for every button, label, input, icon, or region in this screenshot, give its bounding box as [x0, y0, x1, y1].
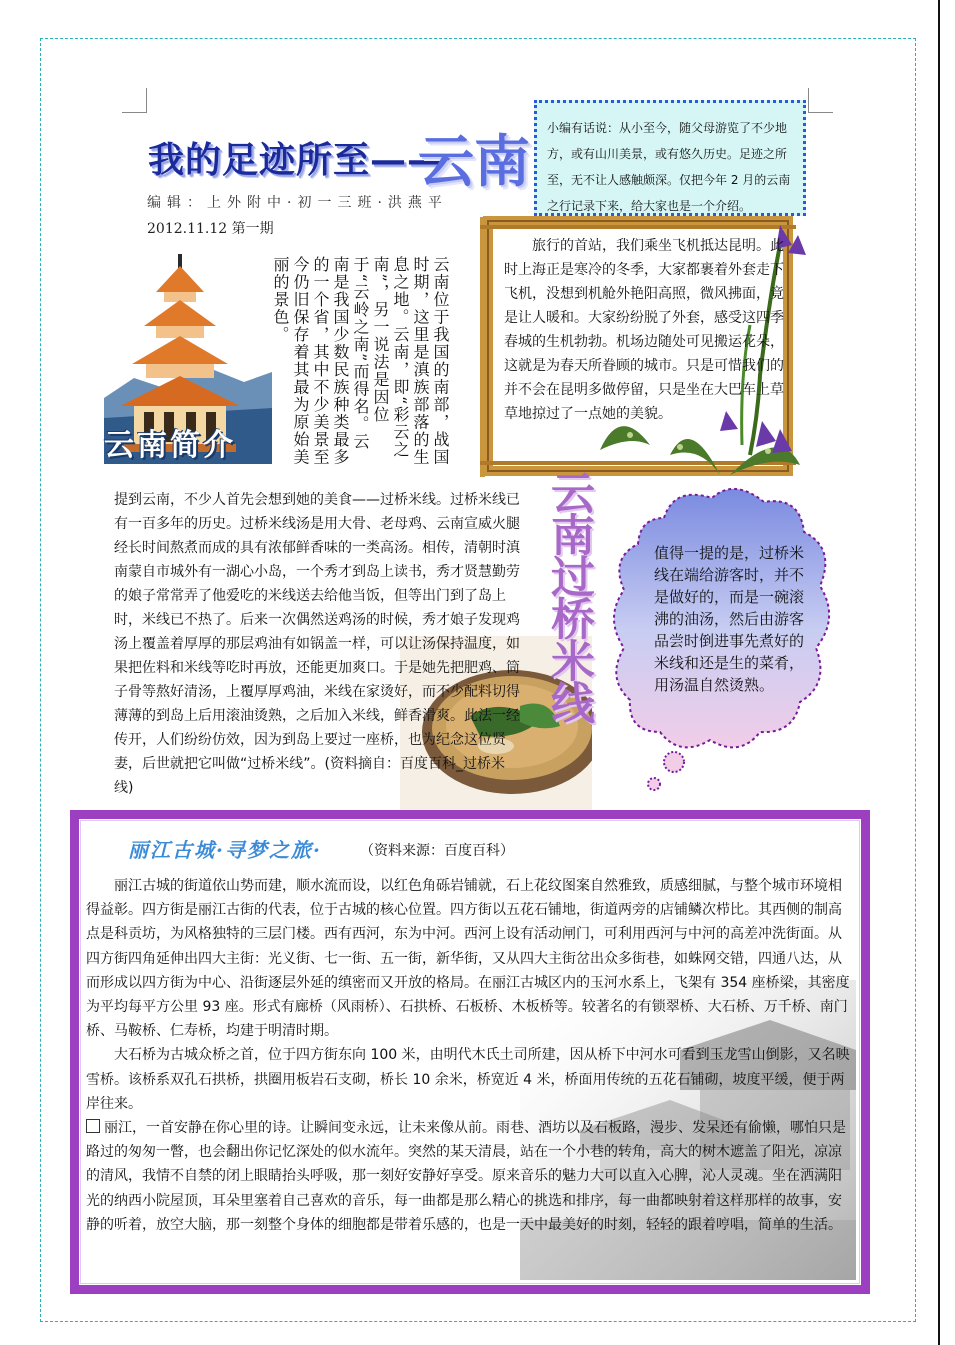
lijiang-paragraph-2: 大石桥为古城众桥之首，位于四方街东向 100 米，由明代木氏土司所建，因从桥下中河水可看到玉龙雪山倒影，又名映雪桥。该桥系双孔石拱桥，拱圈用板岩石支砌，桥长 10 余米，桥宽近 4 米，桥面用传统的五花石铺砌，坡度平缓，便于两岸往来。 — [86, 1047, 850, 1112]
editor-note-text: 小编有话说：从小至今，随父母游览了不少地方，或有山川美景，或有悠久历史。足迹之所至，无不让人感触颇深。仅把今年 2 月的云南之行记录下来，给大家也是一个介绍。 — [547, 121, 791, 213]
intro-vertical-text: 云南位于我国的南部，战国时期，这里是滇族部落的生息之地。云南，即“彩云之南”，另一说法是因位于“云岭之南”而得名。云南是我国少数民族种类最多的一个省，其中不少美景至今仍旧保存着其最为原始美丽的景色。 — [271, 256, 450, 466]
lijiang-paragraph-3: 丽江，一首安静在你心里的诗。让瞬间变永远，让未来像从前。雨巷、酒坊以及石板路，漫步、发呆还有偷懒，哪怕只是路过的匆匆一瞥，也会翻出你记忆深处的似水流年。突然的某天清晨，站在一个小巷的转角，高大的树木遮盖了阳光，凉凉的清风，我情不自禁的闭上眼睛抬头呼吸，那一刻好安静好享受。原来音乐的魅力大可以直入心脾，沁人灵魂。坐在洒满阳光的纳西小院屋顶，耳朵里塞着自己喜欢的音乐，每一曲都是那么精心的挑选和排序，每一曲都映射着这样那样的故事，安静的听着，放空大脑，那一刻整个身体的细胞都是带着乐感的，也是一天中最美好的时刻，轻轻的跟着哼唱，简单的生活。 — [86, 1120, 846, 1233]
cloud-callout-text: 值得一提的是，过桥米线在端给游客时，并不是做好的，而是一碗滚沸的油汤，然后由游客品尝时倒进事先煮好的米线和还是生的菜肴，用汤温自然烫熟。 — [654, 544, 805, 694]
noodle-text — [114, 488, 522, 800]
editor-note-box — [534, 100, 806, 216]
lijiang-paragraph-1: 丽江古城的街道依山势而建，顺水流而设，以红色角砾岩铺就，石上花纹图案自然雅致，质感细腻，与整个城市环境相得益彰。四方街是丽江古街的代表，位于古城的核心位置。四方街以五花石铺地，街道两旁的店铺鳞次栉比。其西侧的制高点是科贡坊，为风格独特的三层门楼。西有西河，东为中河。西河上设有活动闸门，可利用西河与中河的高差冲洗街面。从四方街四角延伸出四大主街：光义街、七一街、五一街，新华街，又从四大主街岔出众多街巷，如蛛网交错，四通八达，从而形成以四方街为中心、沿街逐层外延的缜密而又开放的格局。在丽江古城区内的玉河水系上，飞架有 354 座桥梁，其密度为平均每平方公里 93 座。形式有廊桥（风雨桥）、石拱桥、石板桥、木板桥等。较著名的有锁翠桥、大石桥、万千桥、南门桥、马鞍桥、仁寿桥，均建于明清时期。 — [86, 878, 850, 1040]
bullet-box-icon — [86, 1119, 100, 1133]
arrival-text — [504, 234, 790, 426]
lijiang-paragraph-3-wrap — [86, 1116, 852, 1237]
arrival-paragraph: 旅行的首站，我们乘坐飞机抵达昆明。此时上海正是寒冷的冬季，大家都裹着外套走下飞机，没想到机舱外艳阳高照，微风拂面，竟是让人暖和。大家纷纷脱了外套，感受这四季春城的生机勃勃。机场边随处可见搬运花朵，这就是为春天所眷顾的城市。只是可惜我们的并不会在昆明多做停留，只是坐在大巴车上草草地掠过了一点她的美貌。 — [504, 238, 784, 422]
page-title-place: 云南 — [418, 129, 530, 195]
noodle-paragraph: 提到云南，不少人首先会想到她的美食——过桥米线。过桥米线已有一百多年的历史。过桥米线汤是用大骨、老母鸡、云南宣威火腿经长时间熬煮而成的具有浓郁鲜香味的一类高汤。相传，清朝时滇南蒙自市城外有一湖心小岛，一个秀才到岛上读书，秀才贤慧勤劳的娘子常常弄了他爱吃的米线送去给他当饭，但等出门到了岛上时，米线已不热了。后来一次偶然送鸡汤的时候，秀才娘子发现鸡汤上覆盖着厚厚的那层鸡油有如锅盖一样，可以让汤保持温度，如果把佐料和米线等吃时再放，还能更加爽口。于是她先把肥鸡、筒子骨等熬好清汤，上覆厚厚鸡油，米线在家烫好，而不少配料切得薄薄的到岛上后用滚油烫熟，之后加入米线，鲜香滑爽。此法一经传开，人们纷纷仿效，因为到岛上要过一座桥，也为纪念这位贤妻，后世就把它叫做“过桥米线”。(资料摘自：百度百科_过桥米线) — [114, 492, 520, 796]
margin-corner-top-left — [122, 88, 147, 113]
noodle-title: 云南过桥米线 — [543, 470, 594, 722]
editor-line: 编辑：上外附中·初一三班·洪燕平 — [147, 195, 448, 211]
lijiang-title: 丽江古城·寻梦之旅· — [128, 838, 322, 862]
margin-corner-top-right — [808, 88, 833, 113]
issue-date: 2012.11.12 第一期 — [147, 221, 274, 237]
lijiang-text — [86, 874, 852, 1237]
window-edge — [938, 0, 940, 1345]
intro-label: 云南简介 — [104, 428, 236, 463]
lijiang-source: （资料来源：百度百科） — [360, 843, 514, 859]
page-title: 我的足迹所至—— — [148, 139, 445, 181]
